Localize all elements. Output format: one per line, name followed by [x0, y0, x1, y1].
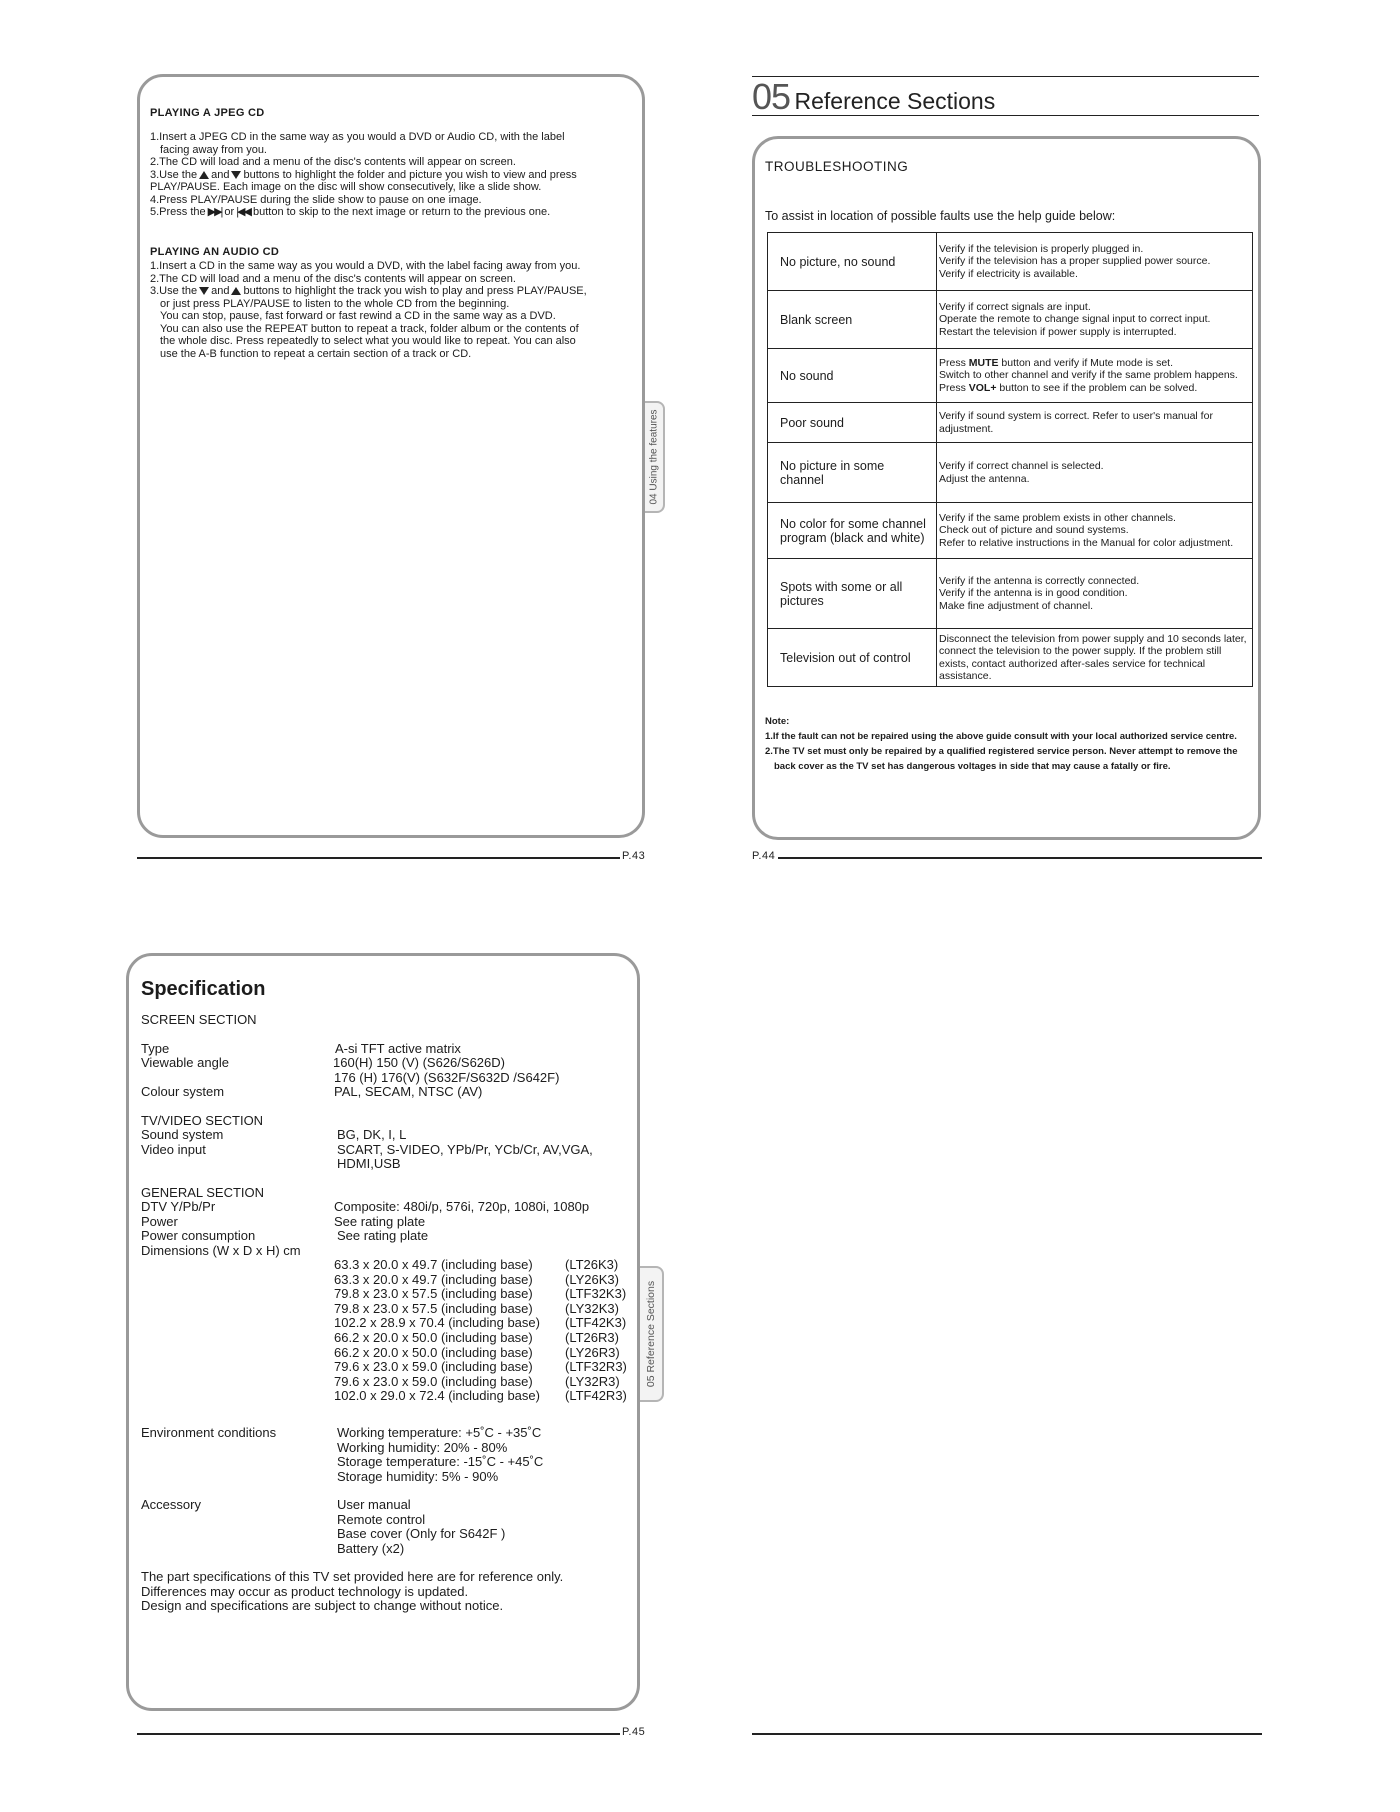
dimension-model: (LY26R3): [565, 1344, 620, 1360]
remedy-line: Disconnect the television from power supply and 10 seconds later, connect the television to the power supply. If the problem still exists, contact authorized after-sales service for technical assistance.: [939, 632, 1247, 682]
audio-step-2: 2.The CD will load and a menu of the disc's contents will appear on screen.: [150, 272, 516, 285]
jpeg-step-5-pre: 5.Press the: [150, 206, 206, 218]
problem-cell: No sound: [768, 349, 937, 403]
accessory-list: [337, 1498, 627, 1556]
page-44-footer-rule: [778, 857, 1262, 859]
dimension-size: 79.8 x 23.0 x 57.5 (including base): [334, 1300, 533, 1316]
jpeg-step-1b: facing away from you.: [160, 143, 267, 156]
page-46-footer-rule: [752, 1733, 1262, 1735]
audio-step-3a-pre: 3.Use the: [150, 285, 198, 297]
troubleshooting-row: [768, 233, 1253, 291]
audio-step-3b: or just press PLAY/PAUSE to listen to the whole CD from the beginning.: [160, 297, 510, 310]
problem-cell: Blank screen: [768, 291, 937, 349]
spec-angle-value-1: 160(H) 150 (V) (S626/S626D): [333, 1055, 505, 1070]
dimension-row: [334, 1287, 634, 1302]
spec-consumption-value: See rating plate: [337, 1228, 429, 1243]
spec-colour-label: Colour system: [141, 1084, 225, 1099]
jpeg-step-3a: [150, 169, 640, 182]
chapter-title: Reference Sections: [794, 88, 996, 114]
dimension-size: 63.3 x 20.0 x 49.7 (including base): [334, 1257, 533, 1272]
remedy-line: Verify if electricity is available.: [939, 267, 1078, 280]
dimension-size: 102.0 x 29.0 x 72.4 (including base): [334, 1388, 540, 1404]
chapter-heading: [752, 76, 996, 117]
spec-angle-label: Viewable angle: [141, 1055, 229, 1070]
remedy-line: Verify if the television has a proper supplied power source.: [939, 255, 1211, 268]
page-43-panel: [137, 74, 645, 838]
troubleshooting-row: [768, 559, 1253, 629]
jpeg-title: PLAYING A JPEG CD: [150, 107, 265, 119]
jpeg-step-3a-post: buttons to highlight the folder and picture you wish to view and press: [243, 168, 577, 181]
troubleshooting-row: [768, 443, 1253, 503]
spec-sound-label: Sound system: [141, 1127, 224, 1142]
dimension-row: [334, 1331, 634, 1346]
dimension-row: [334, 1273, 634, 1288]
spec-footer: [141, 1570, 563, 1614]
environment-value: Working temperature: +5˚C - +35˚C: [337, 1425, 542, 1440]
spec-power-value: See rating plate: [334, 1214, 426, 1229]
spec-accessory-label: Accessory: [141, 1497, 201, 1512]
remedy-cell: [937, 559, 1253, 629]
audio-step-3e: the whole disc. Press repeatedly to select what you would like to repeat. You can also: [160, 335, 576, 347]
problem-cell: No picture in some channel: [768, 443, 937, 503]
remedy-line: Verify if the same problem exists in other channels.: [939, 511, 1176, 524]
page-45-footer-rule: [137, 1733, 620, 1735]
dimension-size: 66.2 x 20.0 x 50.0 (including base): [334, 1329, 533, 1345]
spec-environment-label: Environment conditions: [141, 1425, 277, 1440]
remedy-cell: [937, 443, 1253, 503]
jpeg-step-5-post: button to skip to the next image or return to the previous one.: [252, 206, 551, 218]
accessory-value: User manual: [337, 1497, 411, 1512]
dimension-row: [334, 1258, 634, 1273]
dimension-size: 79.8 x 23.0 x 57.5 (including base): [334, 1286, 533, 1302]
spec-footer-2: Differences may occur as product technology is updated.: [141, 1583, 469, 1599]
audio-step-3f: use the A-B function to repeat a certain section of a track or CD.: [160, 347, 472, 360]
remedy-line: Verify if the antenna is correctly connected.: [939, 574, 1140, 587]
page-44-number: P.44: [752, 850, 776, 862]
page-45-number: P.45: [622, 1726, 646, 1738]
remedy-line: Switch to other channel and verify if the same problem happens.: [939, 369, 1238, 382]
note-title: Note:: [765, 716, 790, 727]
up-arrow-icon: [199, 171, 209, 179]
dimension-model: (LY26K3): [565, 1271, 619, 1287]
troubleshooting-table: [767, 232, 1253, 687]
spec-video-value-1: SCART, S-VIDEO, YPb/Pr, YCb/Cr, AV,VGA,: [337, 1142, 593, 1157]
note-2: 2.The TV set must only be repaired by a qualified registered service person. Never attempt to remove the back cover as the TV set has dangerous voltages in side that may cause a fatally or fire.: [765, 746, 1238, 772]
using-features-tab[interactable]: [645, 401, 665, 513]
page-43-number: P.43: [622, 850, 646, 862]
spec-colour-value: PAL, SECAM, NTSC (AV): [334, 1084, 483, 1099]
problem-cell: Spots with some or all pictures: [768, 559, 937, 629]
accessory-value: Remote control: [337, 1511, 426, 1527]
spec-consumption-label: Power consumption: [141, 1228, 256, 1243]
reference-sections-tab-label: 05 Reference Sections: [645, 1280, 657, 1388]
troubleshooting-row: [768, 291, 1253, 349]
spec-footer-3: Design and specifications are subject to change without notice.: [141, 1598, 504, 1613]
remedy-line: Press VOL+ button to see if the problem can be solved.: [939, 381, 1198, 394]
remedy-line: Verify if the antenna is in good condition.: [939, 587, 1128, 600]
spec-sound-value: BG, DK, I, L: [337, 1127, 407, 1142]
dimension-model: (LT26K3): [565, 1257, 619, 1272]
using-features-tab-label: 04 Using the features: [648, 409, 660, 505]
dimension-row: [334, 1316, 634, 1331]
problem-cell: No color for some channel program (black and white): [768, 503, 937, 559]
jpeg-step-3a-pre: 3.Use the: [150, 168, 198, 181]
spec-video-value-2: HDMI,USB: [337, 1156, 401, 1171]
troubleshooting-title: TROUBLESHOOTING: [765, 159, 909, 174]
spec-type-label: Type: [141, 1041, 170, 1056]
dimension-model: (LTF42K3): [565, 1315, 627, 1331]
dimension-model: (LY32R3): [565, 1373, 620, 1389]
page-45-panel: [126, 953, 640, 1711]
spec-footer-1: The part specifications of this TV set provided here are for reference only.: [141, 1569, 564, 1584]
remedy-cell: [937, 349, 1253, 403]
audio-steps: [150, 260, 642, 360]
audio-step-3a: [150, 285, 642, 298]
jpeg-step-3a-mid: and: [211, 168, 230, 181]
remedy-line: Refer to relative instructions in the Manual for color adjustment.: [939, 536, 1234, 549]
remedy-line: Make fine adjustment of channel.: [939, 599, 1094, 612]
note-block: [765, 714, 1245, 774]
spec-dtv-value: Composite: 480i/p, 576i, 720p, 1080i, 1080p: [334, 1199, 590, 1214]
jpeg-step-3b: PLAY/PAUSE. Each image on the disc will show consecutively, like a slide show.: [150, 181, 542, 193]
remedy-line: Operate the remote to change signal input to correct input.: [939, 313, 1211, 326]
up-arrow-icon: [231, 287, 241, 295]
remedy-cell: [937, 629, 1253, 687]
jpeg-step-4: 4.Press PLAY/PAUSE during the slide show to pause on one image.: [150, 193, 482, 206]
remedy-cell: [937, 503, 1253, 559]
specification-title: Specification: [141, 978, 266, 1000]
screen-section-heading: SCREEN SECTION: [141, 1012, 257, 1027]
spec-angle-value-2: 176 (H) 176(V) (S632F/S632D /S642F): [334, 1070, 560, 1085]
note-1: 1.If the fault can not be repaired using the above guide consult with your local authorized service centre.: [765, 731, 1237, 742]
jpeg-step-5-mid: or: [224, 206, 235, 218]
dimension-model: (LTF42R3): [565, 1388, 627, 1404]
dimension-size: 63.3 x 20.0 x 49.7 (including base): [334, 1271, 533, 1287]
spec-video-label: Video input: [141, 1142, 206, 1157]
jpeg-step-5: [150, 206, 640, 219]
jpeg-steps: [150, 131, 640, 219]
page-44-header-rule-bottom: [752, 115, 1259, 116]
accessory-value: Base cover (Only for S642F ): [337, 1526, 506, 1541]
jpeg-section: [150, 107, 640, 219]
page-44-panel: [752, 136, 1261, 840]
dimension-row: [334, 1360, 634, 1375]
skip-previous-icon: |◀◀: [236, 206, 250, 218]
dimension-size: 102.2 x 28.9 x 70.4 (including base): [334, 1315, 540, 1331]
audio-step-3a-post: buttons to highlight the track you wish to play and press PLAY/PAUSE,: [243, 285, 587, 297]
audio-title: PLAYING AN AUDIO CD: [150, 246, 280, 258]
spec-dtv-label: DTV Y/Pb/Pr: [141, 1199, 216, 1214]
jpeg-step-2: 2.The CD will load and a menu of the disc's contents will appear on screen.: [150, 156, 516, 168]
remedy-line: Check out of picture and sound systems.: [939, 524, 1129, 537]
environment-list: [337, 1426, 627, 1484]
remedy-line: Verify if correct signals are input.: [939, 300, 1091, 313]
troubleshooting-row: [768, 403, 1253, 443]
problem-cell: Poor sound: [768, 403, 937, 443]
audio-step-3c: You can stop, pause, fast forward or fast rewind a CD in the same way as a DVD.: [160, 310, 556, 322]
problem-cell: No picture, no sound: [768, 233, 937, 291]
dimension-row: [334, 1302, 634, 1317]
remedy-line: Adjust the antenna.: [939, 472, 1030, 485]
tv-section-label: TV/VIDEO SECTION: [141, 1113, 264, 1128]
dimension-row: [334, 1389, 634, 1404]
skip-next-icon: ▶▶|: [207, 206, 222, 218]
remedy-line: Press MUTE button and verify if Mute mode is set.: [939, 356, 1174, 369]
dimension-model: (LTF32R3): [565, 1359, 627, 1375]
dimension-size: 79.6 x 23.0 x 59.0 (including base): [334, 1373, 533, 1389]
dimension-size: 79.6 x 23.0 x 59.0 (including base): [334, 1359, 533, 1375]
remedy-line: Restart the television if power supply is interrupted.: [939, 325, 1177, 338]
remedy-line: Verify if the television is properly plugged in.: [939, 242, 1144, 255]
down-arrow-icon: [199, 287, 209, 295]
problem-cell: Television out of control: [768, 629, 937, 687]
troubleshooting-row: [768, 629, 1253, 687]
dimension-model: (LTF32K3): [565, 1286, 627, 1302]
jpeg-step-1a: 1.Insert a JPEG CD in the same way as you would a DVD or Audio CD, with the label: [150, 131, 565, 143]
spec-dimensions-label: Dimensions (W x D x H) cm: [141, 1243, 301, 1258]
spec-type-value: A-si TFT active matrix: [335, 1041, 461, 1056]
spec-power-label: Power: [141, 1214, 178, 1229]
remedy-line: Verify if correct channel is selected.: [939, 460, 1104, 472]
remedy-cell: [937, 291, 1253, 349]
audio-section: [150, 246, 642, 360]
dimension-model: (LY32K3): [565, 1300, 619, 1316]
audio-step-3d: You can also use the REPEAT button to repeat a track, folder album or the contents of: [160, 322, 579, 335]
dimension-model: (LT26R3): [565, 1329, 619, 1345]
troubleshooting-row: [768, 349, 1253, 403]
down-arrow-icon: [231, 171, 241, 179]
audio-step-3a-mid: and: [211, 285, 230, 297]
remedy-cell: [937, 403, 1253, 443]
environment-value: Storage humidity: 5% - 90%: [337, 1468, 499, 1484]
remedy-line: Verify if sound system is correct. Refer to user's manual for adjustment.: [939, 410, 1213, 435]
troubleshooting-intro: To assist in location of possible faults use the help guide below:: [765, 209, 1116, 223]
dimension-row: [334, 1346, 634, 1361]
accessory-value: Battery (x2): [337, 1540, 405, 1556]
dimension-row: [334, 1375, 634, 1390]
troubleshooting-row: [768, 503, 1253, 559]
audio-step-1: 1.Insert a CD in the same way as you would a DVD, with the label facing away from you.: [150, 260, 581, 272]
reference-sections-tab[interactable]: [640, 1266, 664, 1402]
dimensions-list: [334, 1258, 634, 1404]
dimension-size: 66.2 x 20.0 x 50.0 (including base): [334, 1344, 533, 1360]
chapter-number: 05: [752, 76, 791, 117]
environment-value: Storage temperature: -15˚C - +45˚C: [337, 1454, 544, 1469]
remedy-cell: [937, 233, 1253, 291]
general-section-label: GENERAL SECTION: [141, 1185, 265, 1200]
page-43-footer-rule: [137, 857, 620, 859]
environment-value: Working humidity: 20% - 80%: [337, 1439, 508, 1455]
